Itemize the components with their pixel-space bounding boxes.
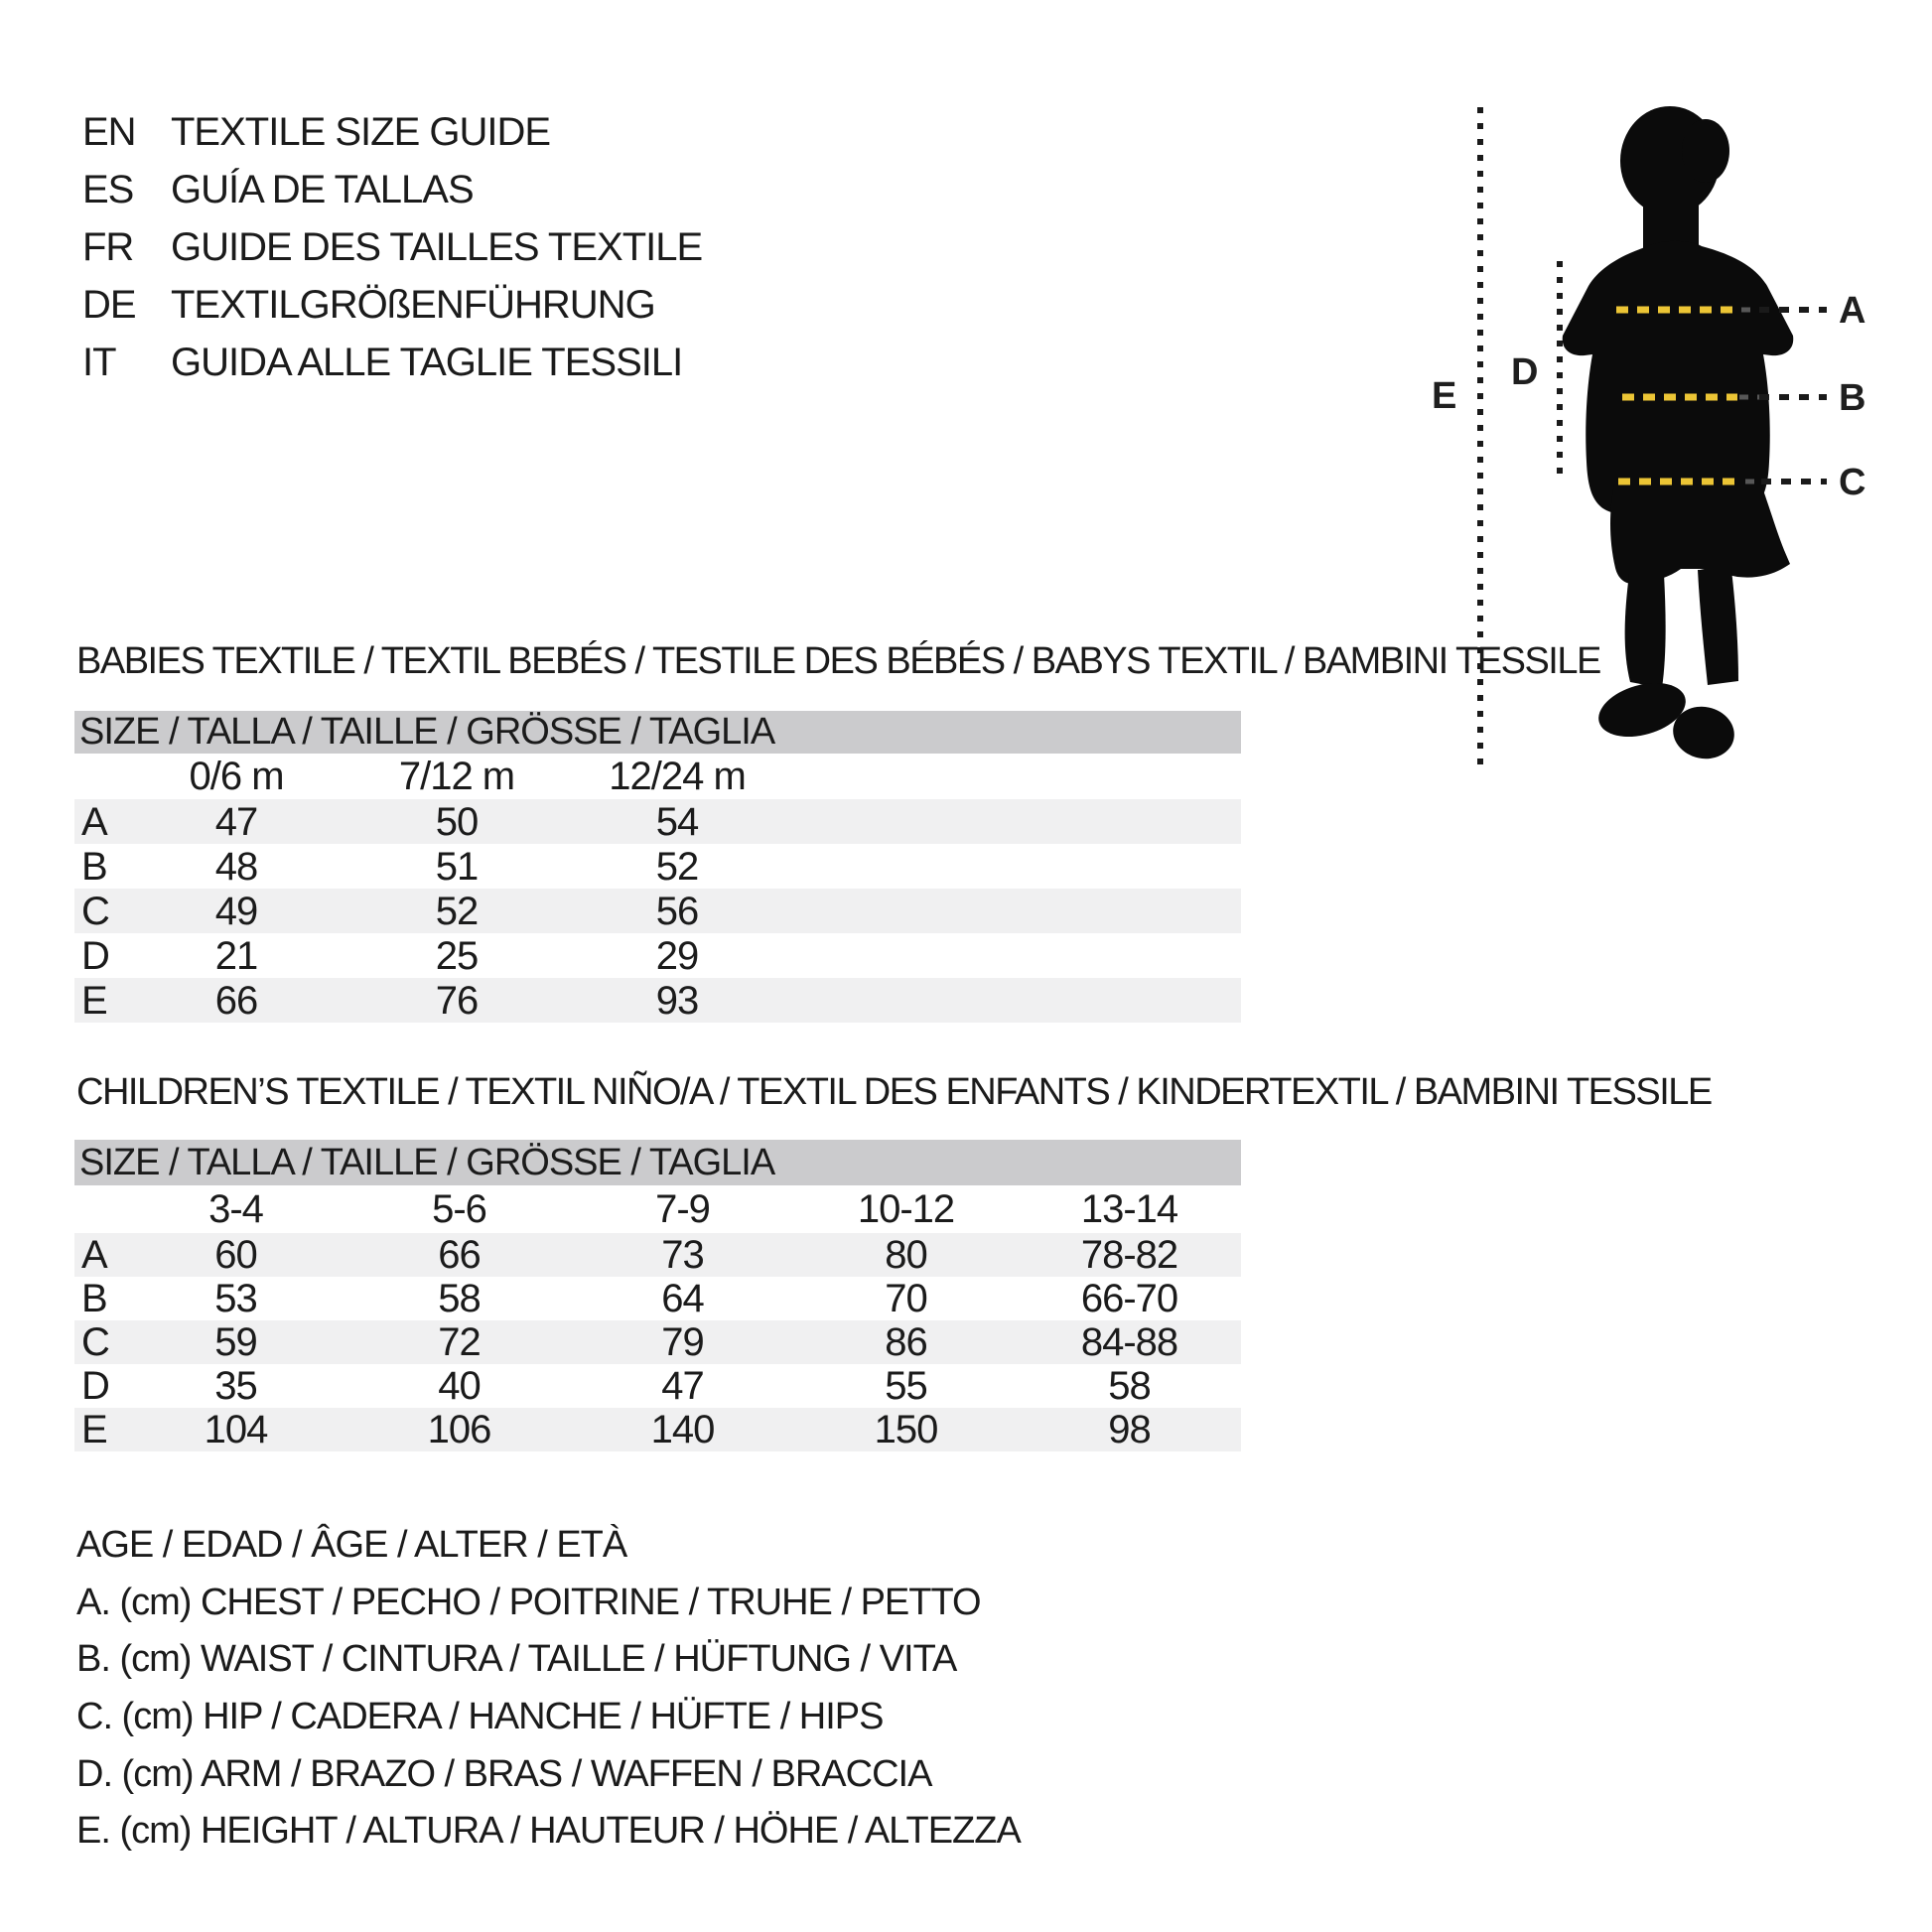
size-value-cell: 80	[885, 1233, 927, 1277]
size-value-cell: 35	[214, 1364, 257, 1408]
row-label: E	[81, 978, 107, 1023]
size-value-cell: 73	[661, 1233, 704, 1277]
language-code: EN	[82, 110, 136, 154]
size-value-cell: 70	[885, 1277, 927, 1320]
column-header-row	[74, 754, 1241, 799]
legend-line: E. (cm) HEIGHT / ALTURA / HAUTEUR / HÖHE / ALTEZZA	[76, 1810, 1021, 1853]
table-row-a	[74, 799, 1241, 844]
size-value-cell: 50	[435, 799, 479, 844]
language-header	[82, 103, 702, 391]
column-header-cell: 13-14	[1080, 1187, 1178, 1231]
language-code: FR	[82, 225, 134, 269]
children-section-title: CHILDREN’S TEXTILE / TEXTIL NIÑO/A / TEXTIL DES ENFANTS / KINDERTEXTIL / BAMBINI TESSILE	[76, 1071, 1712, 1113]
size-value-cell: 47	[214, 799, 258, 844]
language-row-de	[82, 276, 702, 334]
child-silhouette-figure	[1410, 60, 1926, 794]
row-label: E	[81, 1408, 107, 1451]
language-title: TEXTILE SIZE GUIDE	[171, 110, 551, 154]
size-header-bar: SIZE / TALLA / TAILLE / GRÖSSE / TAGLIA	[74, 711, 1241, 754]
children-size-table	[74, 1140, 1241, 1451]
size-value-cell: 58	[438, 1277, 481, 1320]
table-row-b	[74, 844, 1241, 889]
column-header-cell: 5-6	[432, 1187, 486, 1231]
language-row-en	[82, 103, 702, 161]
size-value-cell: 76	[435, 978, 479, 1023]
size-value-cell: 49	[214, 889, 258, 933]
size-value-cell: 40	[438, 1364, 481, 1408]
marker-label-e: E	[1432, 375, 1457, 417]
babies-section-title: BABIES TEXTILE / TEXTIL BEBÉS / TESTILE DES BÉBÉS / BABYS TEXTIL / BAMBINI TESSILE	[76, 640, 1600, 682]
size-value-cell: 66	[214, 978, 258, 1023]
size-value-cell: 51	[435, 844, 479, 889]
table-row-e	[74, 978, 1241, 1023]
legend-line: C. (cm) HIP / CADERA / HANCHE / HÜFTE / HIPS	[76, 1696, 884, 1738]
table-row-d	[74, 1364, 1241, 1408]
size-value-cell: 21	[214, 933, 258, 978]
size-value-cell: 140	[650, 1408, 715, 1451]
column-header-cell: 0/6 m	[189, 755, 284, 798]
row-label: B	[81, 1277, 107, 1320]
table-row-a	[74, 1233, 1241, 1277]
size-value-cell: 86	[885, 1320, 927, 1364]
language-code: DE	[82, 283, 136, 327]
row-label: A	[81, 799, 107, 844]
size-value-cell: 84-88	[1080, 1320, 1178, 1364]
size-value-cell: 106	[427, 1408, 491, 1451]
size-value-cell: 59	[214, 1320, 257, 1364]
language-title: GUÍA DE TALLAS	[171, 168, 474, 211]
measurement-legend	[76, 1517, 1021, 1861]
size-value-cell: 79	[661, 1320, 704, 1364]
column-header-row	[74, 1185, 1241, 1233]
size-value-cell: 150	[874, 1408, 938, 1451]
table-row-c	[74, 889, 1241, 933]
marker-label-c: C	[1839, 462, 1866, 503]
language-title: TEXTILGRÖßENFÜHRUNG	[171, 283, 655, 327]
marker-label-d: D	[1511, 351, 1539, 393]
size-value-cell: 104	[204, 1408, 268, 1451]
size-value-cell: 64	[661, 1277, 704, 1320]
row-label: C	[81, 889, 109, 933]
column-header-cell: 3-4	[208, 1187, 263, 1231]
marker-label-a: A	[1839, 290, 1866, 332]
language-row-es	[82, 161, 702, 218]
row-label: A	[81, 1233, 107, 1277]
size-value-cell: 66	[438, 1233, 481, 1277]
row-label: B	[81, 844, 107, 889]
size-header-bar: SIZE / TALLA / TAILLE / GRÖSSE / TAGLIA	[74, 1140, 1241, 1185]
language-title: GUIDA ALLE TAGLIE TESSILI	[171, 341, 683, 384]
size-value-cell: 56	[655, 889, 699, 933]
column-header-cell: 10-12	[857, 1187, 955, 1231]
size-value-cell: 48	[214, 844, 258, 889]
column-header-cell: 7/12 m	[398, 755, 515, 798]
column-header-cell: 12/24 m	[609, 755, 746, 798]
table-row-c	[74, 1320, 1241, 1364]
table-row-d	[74, 933, 1241, 978]
size-value-cell: 52	[435, 889, 479, 933]
size-value-cell: 47	[661, 1364, 704, 1408]
table-row-e	[74, 1408, 1241, 1451]
language-row-it	[82, 334, 702, 391]
legend-line: B. (cm) WAIST / CINTURA / TAILLE / HÜFTUNG / VITA	[76, 1638, 957, 1681]
size-value-cell: 60	[214, 1233, 257, 1277]
size-value-cell: 66-70	[1080, 1277, 1178, 1320]
size-value-cell: 54	[655, 799, 699, 844]
size-value-cell: 53	[214, 1277, 257, 1320]
size-value-cell: 55	[885, 1364, 927, 1408]
size-value-cell: 25	[435, 933, 479, 978]
language-code: IT	[82, 341, 116, 384]
legend-line: D. (cm) ARM / BRAZO / BRAS / WAFFEN / BRACCIA	[76, 1752, 932, 1795]
row-label: D	[81, 1364, 109, 1408]
measurement-diagram	[1410, 60, 1926, 794]
marker-label-b: B	[1839, 377, 1866, 419]
legend-line: AGE / EDAD / ÂGE / ALTER / ETÀ	[76, 1524, 627, 1567]
size-value-cell: 78-82	[1080, 1233, 1178, 1277]
size-value-cell: 52	[655, 844, 699, 889]
language-title: GUIDE DES TAILLES TEXTILE	[171, 225, 703, 269]
size-value-cell: 58	[1108, 1364, 1151, 1408]
table-row-b	[74, 1277, 1241, 1320]
language-code: ES	[82, 168, 134, 211]
size-value-cell: 98	[1108, 1408, 1151, 1451]
size-value-cell: 72	[438, 1320, 481, 1364]
column-header-cell: 7-9	[655, 1187, 710, 1231]
babies-size-table	[74, 711, 1241, 1023]
row-label: C	[81, 1320, 109, 1364]
size-value-cell: 93	[655, 978, 699, 1023]
row-label: D	[81, 933, 109, 978]
legend-line: A. (cm) CHEST / PECHO / POITRINE / TRUHE / PETTO	[76, 1581, 981, 1623]
size-value-cell: 29	[655, 933, 699, 978]
language-row-fr	[82, 218, 702, 276]
